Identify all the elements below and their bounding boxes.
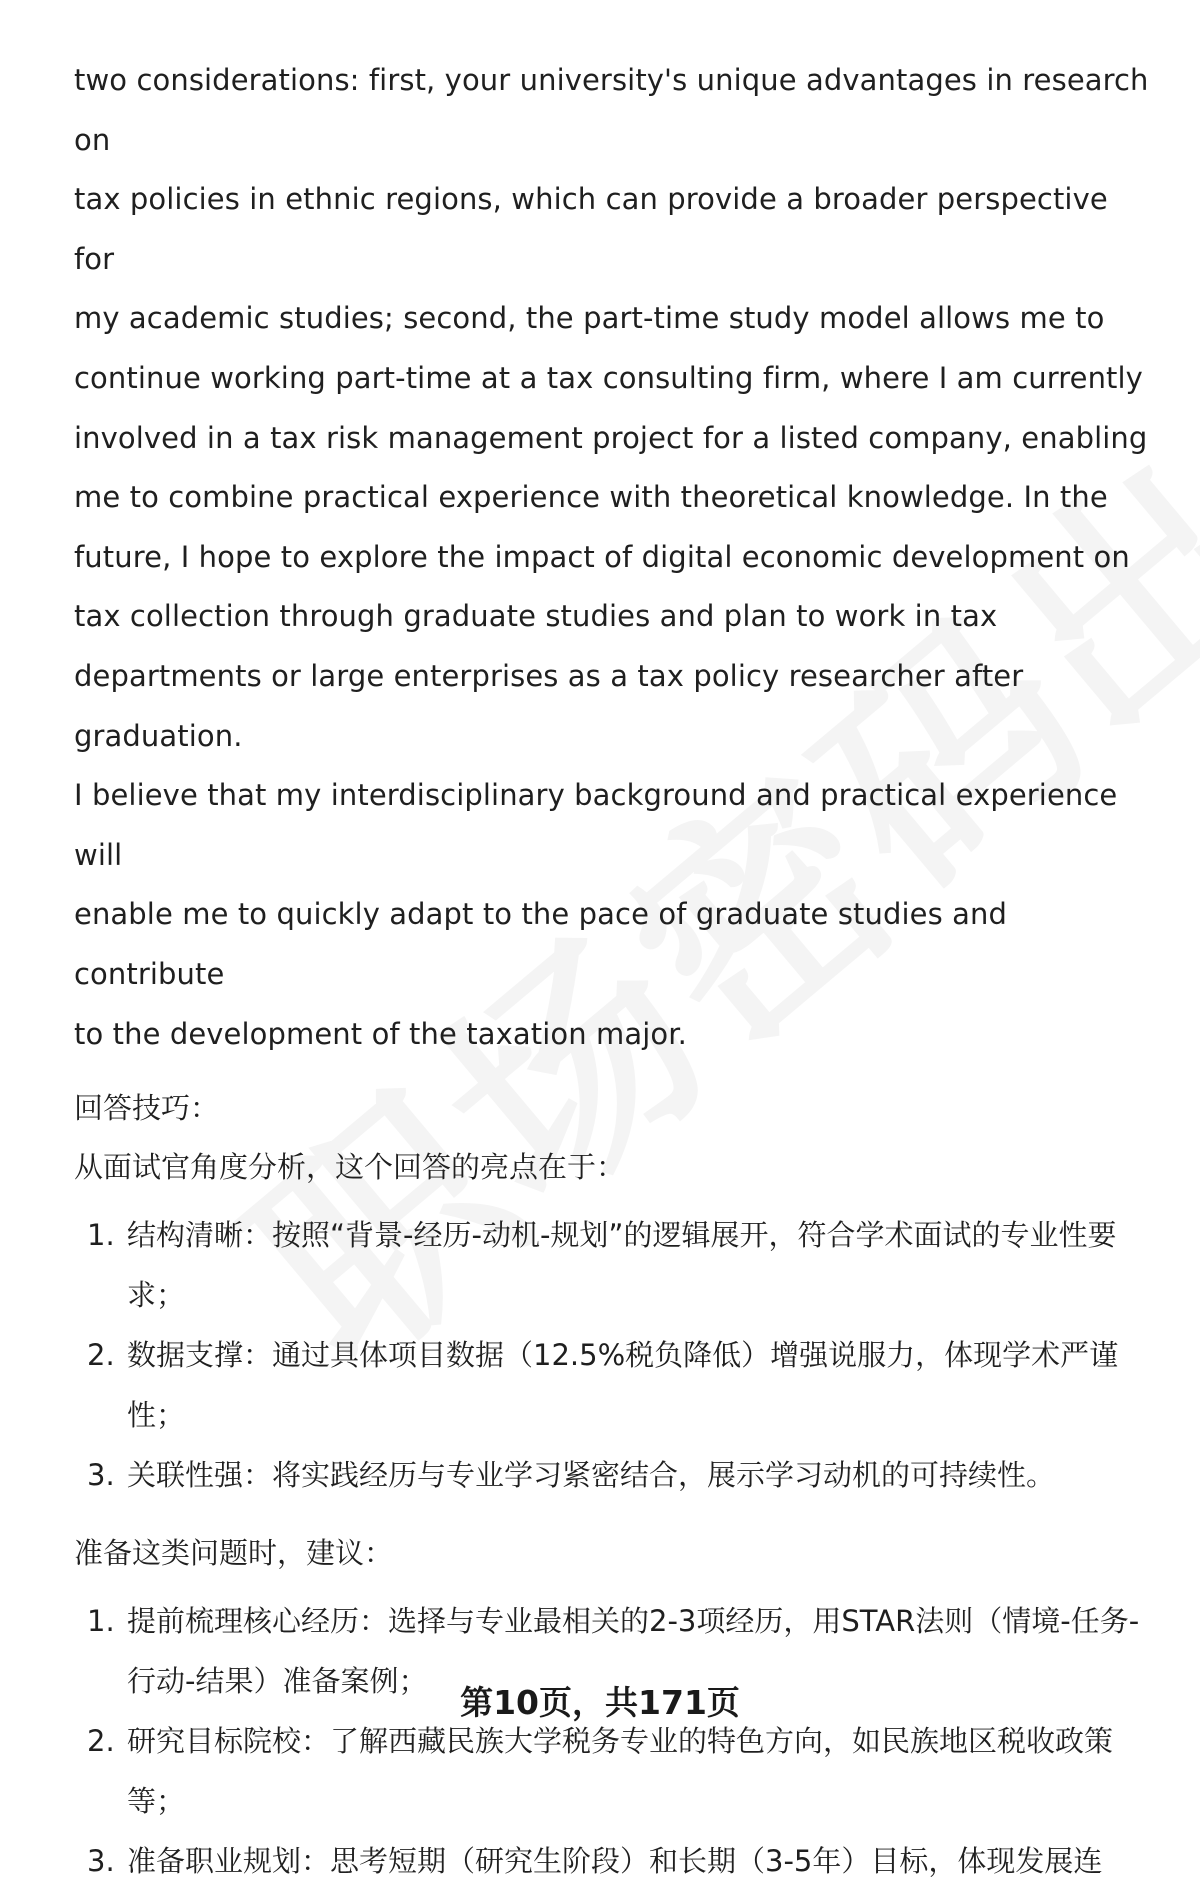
list-item-text: 研究目标院校：了解西藏民族大学税务专业的特色方向，如民族地区税收政策等； xyxy=(127,1724,1114,1819)
list-item-text: 准备职业规划：思考短期（研究生阶段）和长期（3-5年）目标，体现发展连 xyxy=(127,1844,1103,1879)
list-item-text: 提前梳理核心经历：选择与专业最相关的2-3项经历，用STAR法则（情境-任务-行动-结果）准备案例； xyxy=(127,1604,1140,1699)
list-item xyxy=(74,1205,1154,1325)
list-item xyxy=(74,1711,1154,1831)
list-number: 3. xyxy=(87,1458,115,1493)
list-item-text: 数据支撑：通过具体项目数据（12.5%税负降低）增强说服力，体现学术严谨性； xyxy=(127,1338,1119,1433)
list-item xyxy=(74,1445,1154,1505)
list-item-text: 结构清晰：按照“背景-经历-动机-规划”的逻辑展开，符合学术面试的专业性要求； xyxy=(127,1218,1117,1313)
analysis-intro: 从面试官角度分析，这个回答的亮点在于： xyxy=(74,1150,626,1185)
list-item xyxy=(74,1831,1154,1891)
tips-label: 回答技巧： xyxy=(74,1091,220,1126)
list-item-text: 关联性强：将实践经历与专业学习紧密结合，展示学习动机的可持续性。 xyxy=(127,1458,1056,1493)
highlights-list xyxy=(74,1205,1154,1505)
advice-list xyxy=(74,1591,1154,1891)
list-number: 3. xyxy=(87,1844,115,1879)
list-number: 1. xyxy=(87,1604,115,1639)
page-content xyxy=(74,51,1154,1891)
list-number: 2. xyxy=(87,1724,115,1759)
list-number: 1. xyxy=(87,1218,115,1253)
english-paragraph: two considerations: first, your university's unique advantages in research on tax policies in ethnic regions, which can provide a broader perspective for my academic studies; second, the part-time study model allows me to continue working part-time at a tax consulting firm, where I am currently involved in a tax risk management project for a listed company, enabling me to combine practical experience with theoretical knowledge. In the future, I hope to explore the impact of digital economic development on tax collection through graduate studies and plan to work in tax departments or large enterprises as a tax policy researcher after graduation. I believe that my interdisciplinary background and practical experience will enable me to quickly adapt to the pace of graduate studies and contribute to the development of the taxation major. xyxy=(74,63,1149,1051)
advice-label: 准备这类问题时，建议： xyxy=(74,1536,394,1571)
list-item xyxy=(74,1325,1154,1445)
page-footer: 第10页，共171页 xyxy=(460,1683,740,1722)
list-number: 2. xyxy=(87,1338,115,1373)
